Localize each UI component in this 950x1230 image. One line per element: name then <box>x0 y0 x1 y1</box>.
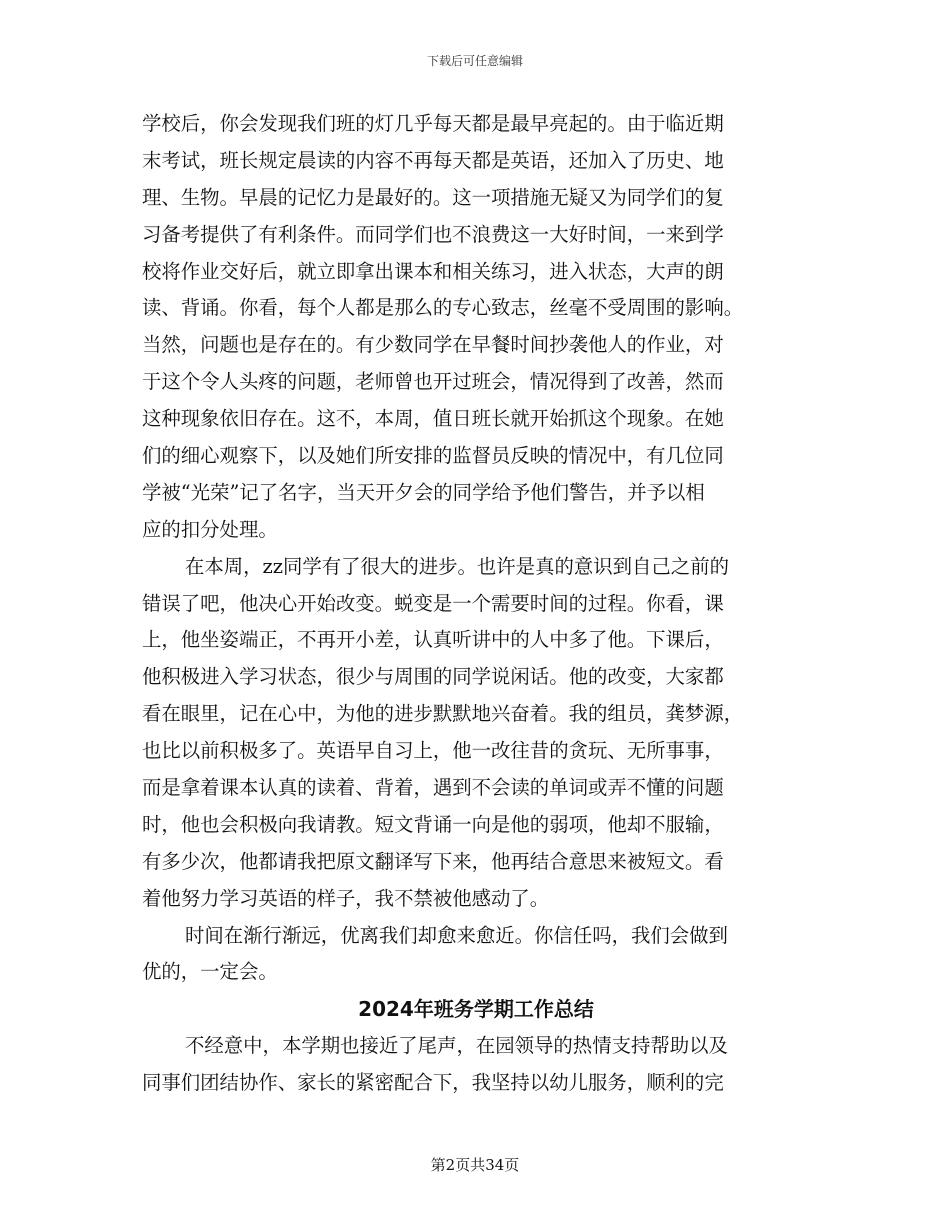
text-line: 们的细心观察下，以及她们所安排的监督员反映的情况中，有几位同 <box>142 444 724 468</box>
text-line: 于这个令人头疼的问题，老师曾也开过班会，情况得到了改善，然而 <box>142 370 724 394</box>
section-title: 2024年班务学期工作总结 <box>358 997 594 1022</box>
paragraph-start: 不经意中，本学期也接近了尾声，在园领导的热情支持帮助以及 <box>185 1034 728 1058</box>
text-line: 习备考提供了有利条件。而同学们也不浪费这一大好时间，一来到学 <box>142 222 724 246</box>
text-line: 优的，一定会。 <box>142 960 278 984</box>
header-note: 下载后可任意编辑 <box>426 54 523 68</box>
text-line: 看在眼里，记在心中，为他的进步默默地兴奋着。我的组员，龚梦源， <box>142 702 744 726</box>
text-line: 学校后，你会发现我们班的灯几乎每天都是最早亮起的。由于临近期 <box>142 112 724 135</box>
text-line: 学被“光荣”记了名字，当天开夕会的同学给予他们警告，并予以相 <box>142 480 705 504</box>
paragraph-start: 在本周，zz同学有了很大的进步。也许是真的意识到自己之前的 <box>185 554 729 578</box>
text-line: 着他努力学习英语的样子，我不禁被他感动了。 <box>142 886 550 910</box>
document-body <box>142 106 810 1102</box>
text-line: 应的扣分处理。 <box>142 517 278 541</box>
text-line: 校将作业交好后，就立即拿出课本和相关练习，进入状态，大声的朗 <box>142 259 724 283</box>
text-line: 理、生物。早晨的记忆力是最好的。这一项措施无疑又为同学们的复 <box>142 185 724 209</box>
text-line: 当然，问题也是存在的。有少数同学在早餐时间抄袭他人的作业，对 <box>142 333 724 357</box>
text-line: 也比以前积极多了。英语早自习上，他一改往昔的贪玩、无所事事， <box>142 739 724 763</box>
text-line: 读、背诵。你看，每个人都是那么的专心致志，丝毫不受周围的影响。 <box>142 296 744 320</box>
text-line: 时，他也会积极向我请教。短文背诵一向是他的弱项，他却不服输， <box>142 812 724 836</box>
text-line: 上，他坐姿端正，不再开小差，认真听讲中的人中多了他。下课后， <box>142 628 724 652</box>
text-line: 他积极进入学习状态，很少与周围的同学说闲话。他的改变，大家都 <box>142 665 724 689</box>
text-line: 而是拿着课本认真的读着、背着，遇到不会读的单词或弄不懂的问题 <box>142 776 724 800</box>
page-number: 第2页共34页 <box>430 1156 520 1174</box>
text-line: 这种现象依旧存在。这不，本周，值日班长就开始抓这个现象。在她 <box>142 407 724 431</box>
text-line: 末考试，班长规定晨读的内容不再每天都是英语，还加入了历史、地 <box>142 148 724 172</box>
text-line: 同事们团结协作、家长的紧密配合下，我坚持以幼儿服务，顺利的完 <box>142 1071 724 1095</box>
text-line: 错误了吧，他决心开始改变。蜕变是一个需要时间的过程。你看，课 <box>142 591 724 615</box>
paragraph-start: 时间在渐行渐远，优离我们却愈来愈近。你信任吗，我们会做到 <box>185 923 728 947</box>
text-line: 有多少次，他都请我把原文翻译写下来，他再结合意思来被短文。看 <box>142 849 724 873</box>
